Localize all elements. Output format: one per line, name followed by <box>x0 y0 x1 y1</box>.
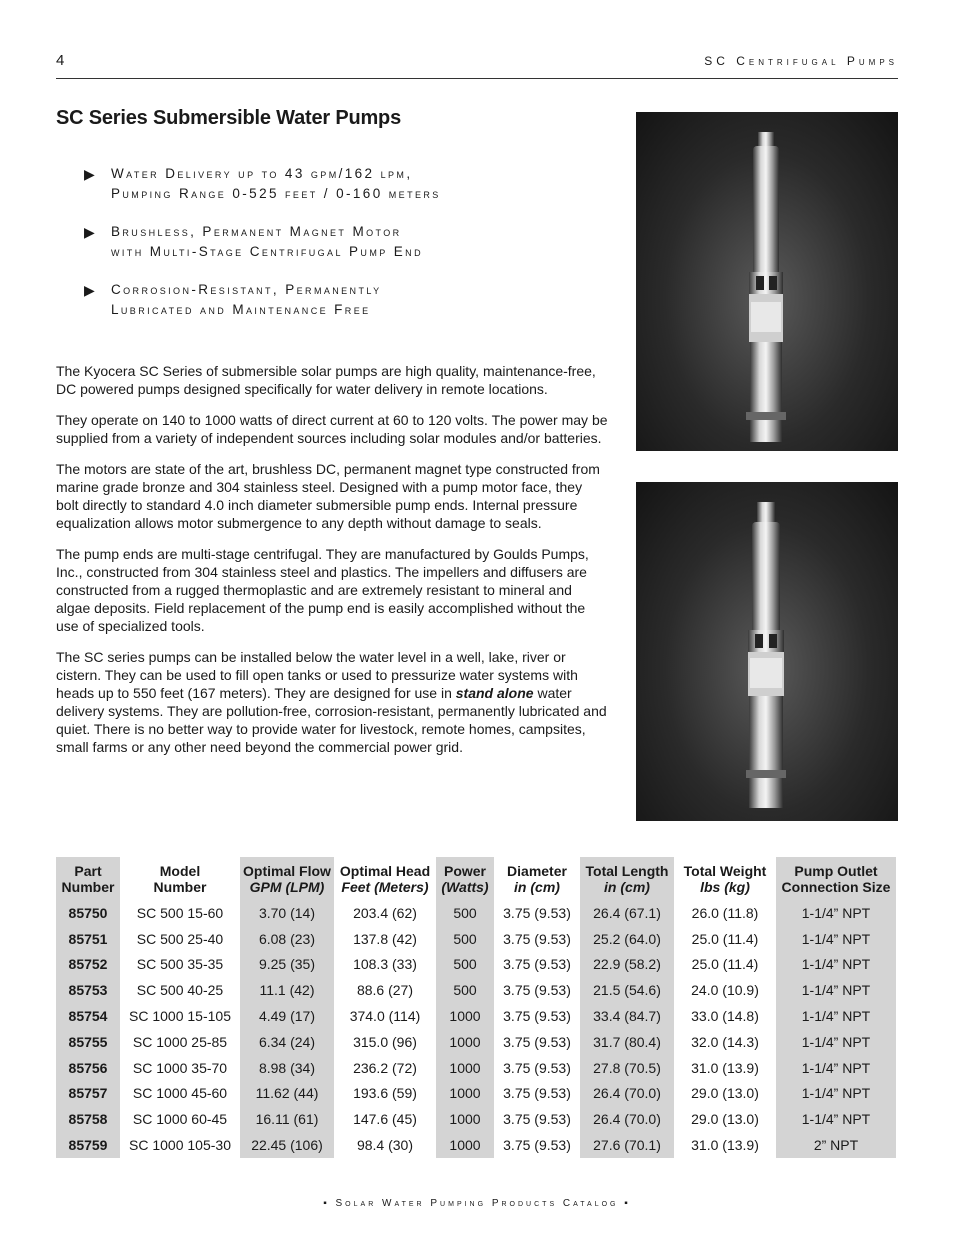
table-cell: 16.11 (61) <box>240 1106 334 1132</box>
table-header-row <box>56 857 896 900</box>
table-cell: 1000 <box>436 1081 494 1107</box>
table-cell: 1-1/4” NPT <box>776 926 896 952</box>
table-cell: 85753 <box>56 977 120 1003</box>
table-cell: 25.2 (64.0) <box>580 926 674 952</box>
table-cell: 6.08 (23) <box>240 926 334 952</box>
table-body <box>56 900 896 1158</box>
table-row <box>56 1132 896 1158</box>
table-cell: 85750 <box>56 900 120 926</box>
column-header: Total Weight lbs (kg) <box>683 863 767 895</box>
table-cell: 85759 <box>56 1132 120 1158</box>
pump-photo <box>636 482 898 821</box>
table-cell: 1000 <box>436 1029 494 1055</box>
feature-item <box>84 280 604 320</box>
table-row <box>56 900 896 926</box>
pump-photo <box>636 112 898 451</box>
table-cell: 1-1/4” NPT <box>776 1081 896 1107</box>
table-cell: 1000 <box>436 1055 494 1081</box>
table-cell: 85754 <box>56 1003 120 1029</box>
table-cell: 32.0 (14.3) <box>691 1033 759 1050</box>
table-cell: 1-1/4” NPT <box>776 977 896 1003</box>
table-cell: 85758 <box>56 1106 120 1132</box>
table-cell: 33.0 (14.8) <box>691 1008 759 1025</box>
table-cell: SC 1000 35-70 <box>132 1059 228 1076</box>
table-cell: SC 500 40-25 <box>136 982 224 999</box>
table-cell: 374.0 (114) <box>349 1008 421 1025</box>
table-cell: 500 <box>436 952 494 978</box>
table-cell: 33.4 (84.7) <box>580 1003 674 1029</box>
table-cell: 24.0 (10.9) <box>691 982 759 999</box>
table-cell: 1-1/4” NPT <box>776 1106 896 1132</box>
paragraph-text: water delivery systems. They are pollution-free, corrosion-resistant, permanently lubricated and quiet. There is no better way to provide water for livestock, remote homes, campsites, small farms or any other need beyond the commercial power grid. <box>56 685 607 755</box>
table-cell: 236.2 (72) <box>353 1059 417 1076</box>
paragraph: The pump ends are multi-stage centrifugal. They are manufactured by Goulds Pumps, Inc., constructed from 304 stainless steel and plastics. The impellers and diffusers are constructed from a rugged thermoplastic and are extremely resistant to mineral and algae deposits. Field replacement of the pump end is easily accomplished without the use of specialized tools. <box>56 546 589 634</box>
column-header: Power (Watts) <box>436 857 494 900</box>
column-header: Optimal Flow GPM (LPM) <box>240 857 334 900</box>
feature-list <box>84 164 604 338</box>
table-cell: 11.1 (42) <box>240 977 334 1003</box>
table-cell: 1-1/4” NPT <box>776 1055 896 1081</box>
table-row <box>56 1081 896 1107</box>
column-header: Total Length in (cm) <box>580 857 674 900</box>
column-header: Pump Outlet Connection Size <box>776 857 896 900</box>
table-row <box>56 1106 896 1132</box>
table-cell: 85757 <box>56 1081 120 1107</box>
table-cell: 22.9 (58.2) <box>580 952 674 978</box>
table-cell: 3.75 (9.53) <box>503 1059 571 1076</box>
table-cell: 26.4 (70.0) <box>580 1081 674 1107</box>
column-header: Diameter in (cm) <box>507 863 567 895</box>
table-cell: 1000 <box>436 1132 494 1158</box>
table-cell: 26.4 (67.1) <box>580 900 674 926</box>
table-cell: 85756 <box>56 1055 120 1081</box>
table-cell: 27.8 (70.5) <box>580 1055 674 1081</box>
table-cell: 3.75 (9.53) <box>503 982 571 999</box>
table-cell: 29.0 (13.0) <box>691 1111 759 1128</box>
table-cell: 147.6 (45) <box>353 1111 417 1128</box>
table-cell: SC 500 25-40 <box>136 930 224 947</box>
table-cell: 3.75 (9.53) <box>503 1085 571 1102</box>
table-cell: 25.0 (11.4) <box>691 930 759 947</box>
table-cell: 3.75 (9.53) <box>503 930 571 947</box>
table-cell: SC 1000 25-85 <box>132 1033 228 1050</box>
table-cell: 22.45 (106) <box>240 1132 334 1158</box>
table-cell: 193.6 (59) <box>353 1085 417 1102</box>
table-cell: 88.6 (27) <box>356 982 414 999</box>
table-cell: 31.0 (13.9) <box>691 1059 759 1076</box>
column-header: Model Number <box>153 863 207 895</box>
paragraph: The motors are state of the art, brushless DC, permanent magnet type constructed from marine grade bronze and 304 stainless steel. Designed with a pump motor face, they bolt directly to standard 4.0 inch diameter submersible pump ends. Internal pressure equalization allows motor submergence to any depth without damage to seals. <box>56 461 600 531</box>
pump-illustration <box>636 482 898 821</box>
table-cell: 500 <box>436 977 494 1003</box>
table-cell: 3.75 (9.53) <box>503 956 571 973</box>
table-cell: 500 <box>436 900 494 926</box>
table-cell: 203.4 (62) <box>353 904 417 921</box>
table-cell: 31.0 (13.9) <box>691 1137 759 1154</box>
table-cell: SC 1000 45-60 <box>132 1085 228 1102</box>
arrow-bullet-icon: ▶ <box>84 166 95 182</box>
feature-item <box>84 164 604 204</box>
table-cell: 85751 <box>56 926 120 952</box>
table-row <box>56 1003 896 1029</box>
arrow-bullet-icon: ▶ <box>84 224 95 240</box>
table-cell: 21.5 (54.6) <box>580 977 674 1003</box>
feature-line: Pumping Range 0-525 feet / 0-160 meters <box>111 186 441 201</box>
page-footer: ▪ Solar Water Pumping Products Catalog ▪ <box>323 1198 631 1209</box>
table-cell: 500 <box>436 926 494 952</box>
body-text <box>56 362 608 769</box>
table-cell: 26.0 (11.8) <box>691 904 759 921</box>
feature-line: Brushless, Permanent Magnet Motor <box>111 224 402 239</box>
table-cell: 3.75 (9.53) <box>503 1111 571 1128</box>
table-cell: 315.0 (96) <box>353 1033 417 1050</box>
table-cell: SC 500 15-60 <box>136 904 224 921</box>
table-cell: 31.7 (80.4) <box>580 1029 674 1055</box>
table-cell: 27.6 (70.1) <box>580 1132 674 1158</box>
table-cell: 3.70 (14) <box>240 900 334 926</box>
table-cell: SC 1000 60-45 <box>132 1111 228 1128</box>
table-cell: 2” NPT <box>776 1132 896 1158</box>
paragraph <box>56 648 608 756</box>
feature-item <box>84 222 604 262</box>
table-cell: 137.8 (42) <box>353 930 417 947</box>
table-cell: 1-1/4” NPT <box>776 1003 896 1029</box>
paragraph: They operate on 140 to 1000 watts of direct current at 60 to 120 volts. The power may be supplied from a variety of independent sources including solar modules and/or batteries. <box>56 412 608 446</box>
table-cell: 1-1/4” NPT <box>776 1029 896 1055</box>
table-cell: 1000 <box>436 1003 494 1029</box>
section-title: SC Centrifugal Pumps <box>704 54 898 68</box>
table-cell: 3.75 (9.53) <box>503 1033 571 1050</box>
paragraph-text: The SC series pumps can be installed below the water level in a well, lake, river or cistern. They can be used to fill open tanks or used to pressurize water systems with heads up to 550 feet (167 meters). They are designed for use in <box>56 649 578 701</box>
table-cell: 3.75 (9.53) <box>503 1137 571 1154</box>
feature-line: Corrosion-Resistant, Permanently <box>111 282 382 297</box>
table-cell: 1-1/4” NPT <box>776 900 896 926</box>
table-cell: 98.4 (30) <box>356 1137 414 1154</box>
table-cell: 25.0 (11.4) <box>691 956 759 973</box>
table-cell: 29.0 (13.0) <box>691 1085 759 1102</box>
table-cell: 108.3 (33) <box>353 956 417 973</box>
page-number: 4 <box>56 52 66 69</box>
table-cell: 26.4 (70.0) <box>580 1106 674 1132</box>
arrow-bullet-icon: ▶ <box>84 282 95 298</box>
paragraph: The Kyocera SC Series of submersible solar pumps are high quality, maintenance-free, DC powered pumps designed specifically for water delivery in remote locations. <box>56 363 596 397</box>
table-row <box>56 977 896 1003</box>
pump-illustration <box>636 112 898 451</box>
table-cell: 6.34 (24) <box>240 1029 334 1055</box>
table-cell: 8.98 (34) <box>240 1055 334 1081</box>
table-cell: 3.75 (9.53) <box>503 1008 571 1025</box>
column-header: Part Number <box>56 857 120 900</box>
feature-line: Water Delivery up to 43 gpm/162 lpm, <box>111 166 413 181</box>
table-cell: SC 1000 15-105 <box>129 1008 231 1025</box>
table-cell: 3.75 (9.53) <box>503 904 571 921</box>
table-cell: 4.49 (17) <box>240 1003 334 1029</box>
table-cell: SC 500 35-35 <box>136 956 224 973</box>
table-cell: SC 1000 105-30 <box>129 1137 231 1154</box>
pump-specs-table <box>56 857 896 1158</box>
table-cell: 85755 <box>56 1029 120 1055</box>
feature-line: Lubricated and Maintenance Free <box>111 302 371 317</box>
page-title: SC Series Submersible Water Pumps <box>56 107 402 129</box>
column-header: Optimal Head Feet (Meters) <box>339 863 431 895</box>
table-cell: 1000 <box>436 1106 494 1132</box>
table-row <box>56 1055 896 1081</box>
feature-line: with Multi-Stage Centrifugal Pump End <box>111 244 423 259</box>
table-row <box>56 926 896 952</box>
emphasis-text: stand alone <box>455 685 534 701</box>
table-row <box>56 1029 896 1055</box>
table-cell: 1-1/4” NPT <box>776 952 896 978</box>
table-cell: 11.62 (44) <box>240 1081 334 1107</box>
page-header <box>56 52 898 79</box>
table-row <box>56 952 896 978</box>
table-cell: 9.25 (35) <box>240 952 334 978</box>
table-cell: 85752 <box>56 952 120 978</box>
